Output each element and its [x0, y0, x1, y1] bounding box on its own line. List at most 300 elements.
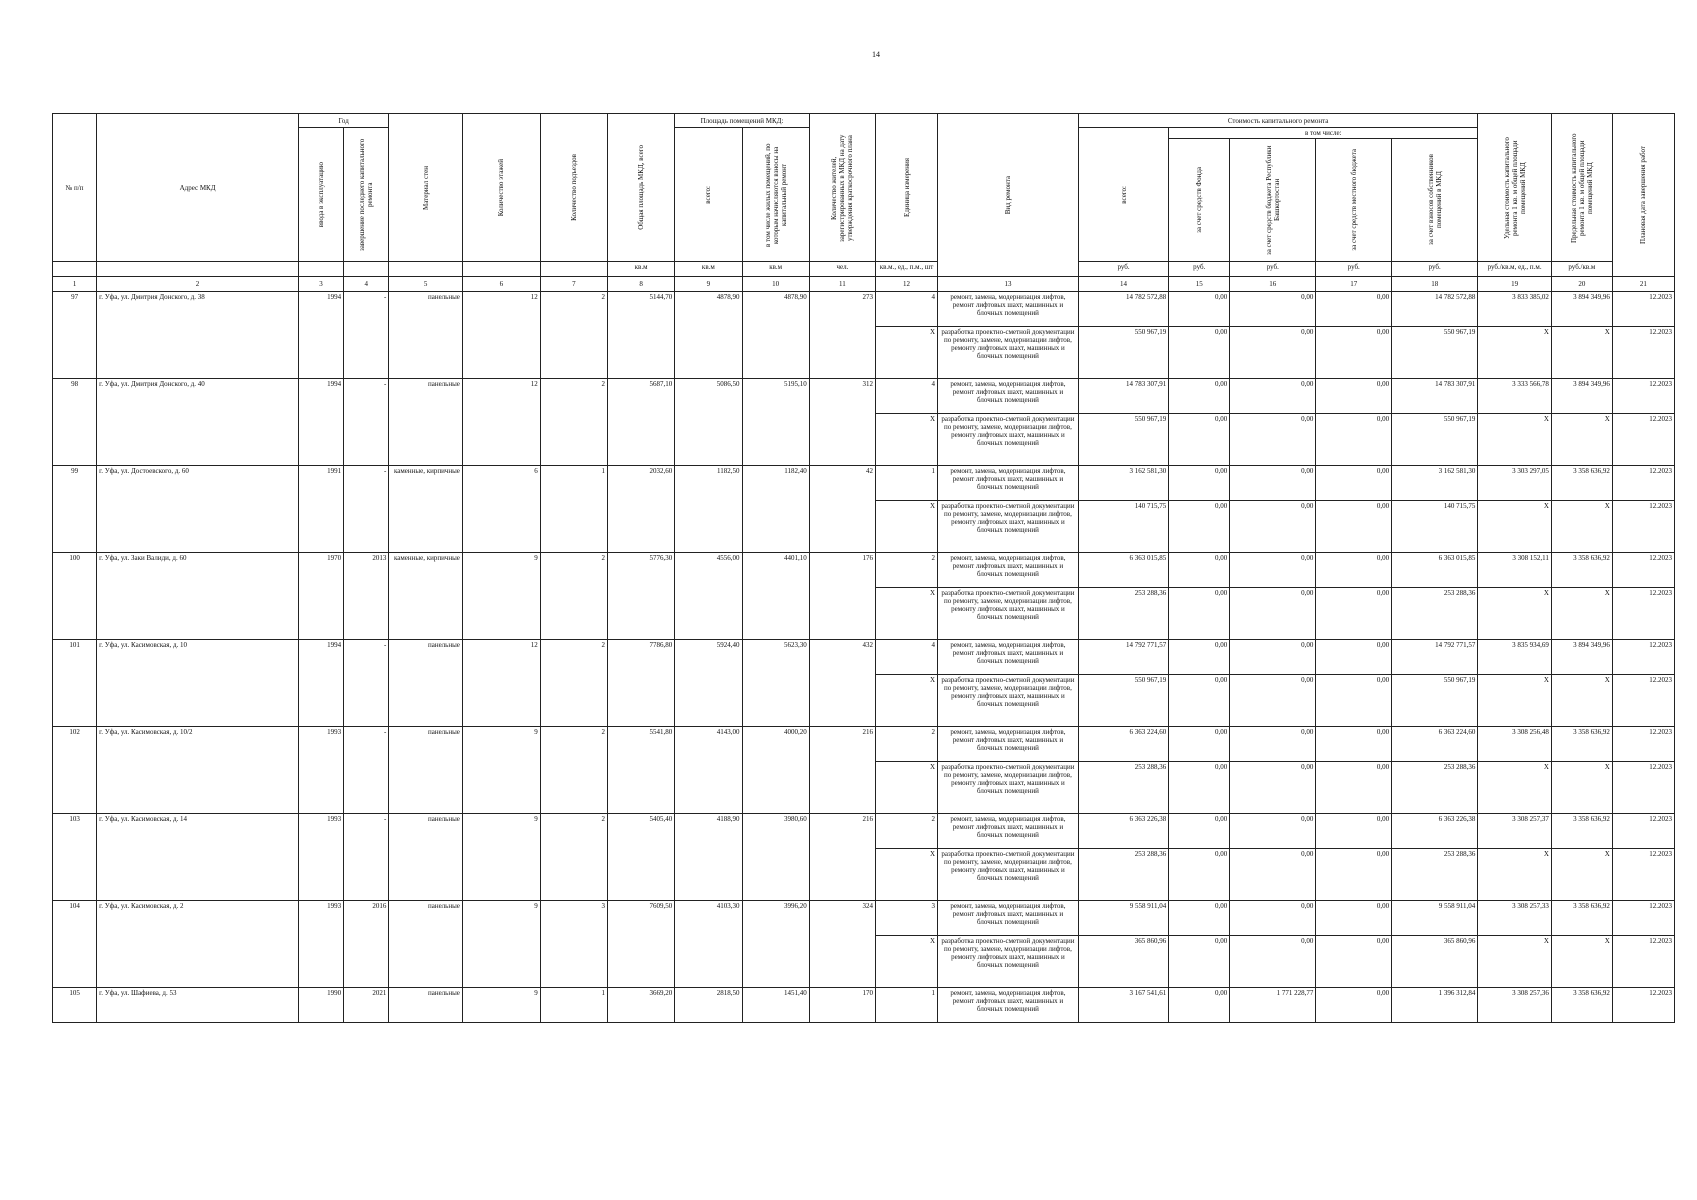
- row-work-type: ремонт, замена, модернизация лифтов, ремонт лифтовых шахт, машинных и блочных помещений: [938, 814, 1079, 849]
- row-cost-owners: 14 782 572,88: [1392, 292, 1478, 327]
- row-specific-cost: X: [1478, 849, 1552, 901]
- row-cost-total: 253 288,36: [1078, 762, 1168, 814]
- row-total-area: 7786,80: [607, 640, 674, 727]
- row-cost-republic: 0,00: [1230, 640, 1316, 675]
- row-address: г. Уфа, ул. Заки Валиди, д. 60: [97, 553, 299, 640]
- row-cost-total: 6 363 224,60: [1078, 727, 1168, 762]
- row-cost-fund: 0,00: [1169, 901, 1230, 936]
- table-body: [53, 292, 1675, 1023]
- row-limit-cost: 3 358 636,92: [1551, 814, 1612, 849]
- row-work-type: ремонт, замена, модернизация лифтов, ремонт лифтовых шахт, машинных и блочных помещений: [938, 379, 1079, 414]
- row-floors: 12: [462, 379, 540, 466]
- row-premises-contrib: 1451,40: [742, 988, 809, 1023]
- row-cost-republic: 0,00: [1230, 466, 1316, 501]
- row-year-commission: 1993: [298, 901, 343, 988]
- row-entrances: 2: [540, 553, 607, 640]
- row-cost-local: 0,00: [1316, 466, 1392, 501]
- row-work-type: разработка проектно-сметной документации по ремонту, замене, модернизации лифтов, ремонту лифтовых шахт, машинных и блочных помещений: [938, 588, 1079, 640]
- row-cost-fund: 0,00: [1169, 936, 1230, 988]
- row-specific-cost: 3 303 297,05: [1478, 466, 1552, 501]
- row-specific-cost: X: [1478, 501, 1552, 553]
- row-limit-cost: 3 358 636,92: [1551, 988, 1612, 1023]
- hdr-cost: Стоимость капитального ремонта: [1078, 114, 1477, 128]
- row-premises-contrib: 4000,20: [742, 727, 809, 814]
- row-entrances: 2: [540, 814, 607, 901]
- row-cost-fund: 0,00: [1169, 466, 1230, 501]
- row-cost-owners: 140 715,75: [1392, 501, 1478, 553]
- row-premises-contrib: 3980,60: [742, 814, 809, 901]
- column-number: 7: [540, 277, 607, 292]
- row-specific-cost: 3 308 257,36: [1478, 988, 1552, 1023]
- row-quantity: 4: [876, 379, 938, 414]
- row-cost-local: 0,00: [1316, 901, 1392, 936]
- row-cost-local: 0,00: [1316, 292, 1392, 327]
- hdr-premises-total: всего:: [675, 128, 742, 262]
- row-cost-republic: 0,00: [1230, 501, 1316, 553]
- row-specific-cost: X: [1478, 936, 1552, 988]
- row-total-area: 3669,20: [607, 988, 674, 1023]
- row-residents: 273: [809, 292, 875, 379]
- row-work-type: ремонт, замена, модернизация лифтов, ремонт лифтовых шахт, машинных и блочных помещений: [938, 466, 1079, 501]
- row-year-commission: 1993: [298, 727, 343, 814]
- row-quantity: X: [876, 327, 938, 379]
- row-planned-date: 12.2023: [1612, 588, 1674, 640]
- row-work-type: ремонт, замена, модернизация лифтов, ремонт лифтовых шахт, машинных и блочных помещений: [938, 640, 1079, 675]
- row-wall-material: панельные: [389, 901, 463, 988]
- row-cost-fund: 0,00: [1169, 640, 1230, 675]
- row-cost-total: 3 162 581,30: [1078, 466, 1168, 501]
- hdr-cost-owners: за счет взносов собственников помещений в МКД: [1392, 139, 1478, 262]
- row-limit-cost: 3 894 349,96: [1551, 379, 1612, 414]
- column-number: 12: [876, 277, 938, 292]
- row-entrances: 2: [540, 379, 607, 466]
- row-floors: 9: [462, 988, 540, 1023]
- row-quantity: X: [876, 675, 938, 727]
- row-cost-republic: 1 771 228,77: [1230, 988, 1316, 1023]
- row-wall-material: панельные: [389, 727, 463, 814]
- row-work-type: разработка проектно-сметной документации по ремонту, замене, модернизации лифтов, ремонту лифтовых шахт, машинных и блочных помещений: [938, 501, 1079, 553]
- row-year-last-repair: -: [344, 292, 389, 379]
- row-cost-owners: 253 288,36: [1392, 762, 1478, 814]
- row-year-last-repair: -: [344, 727, 389, 814]
- row-cost-fund: 0,00: [1169, 501, 1230, 553]
- row-address: г. Уфа, ул. Дмитрия Донского, д. 40: [97, 379, 299, 466]
- column-number: 10: [742, 277, 809, 292]
- row-cost-owners: 6 363 226,38: [1392, 814, 1478, 849]
- row-residents: 176: [809, 553, 875, 640]
- row-year-commission: 1994: [298, 292, 343, 379]
- row-cost-local: 0,00: [1316, 675, 1392, 727]
- row-cost-total: 14 783 307,91: [1078, 379, 1168, 414]
- row-cost-total: 253 288,36: [1078, 849, 1168, 901]
- row-cost-republic: 0,00: [1230, 675, 1316, 727]
- row-planned-date: 12.2023: [1612, 292, 1674, 327]
- row-cost-republic: 0,00: [1230, 553, 1316, 588]
- row-year-last-repair: -: [344, 379, 389, 466]
- row-cost-owners: 6 363 224,60: [1392, 727, 1478, 762]
- row-premises-area: 5924,40: [675, 640, 742, 727]
- column-number-row: [53, 277, 1675, 292]
- row-cost-local: 0,00: [1316, 762, 1392, 814]
- column-number: 15: [1169, 277, 1230, 292]
- row-year-commission: 1990: [298, 988, 343, 1023]
- row-planned-date: 12.2023: [1612, 901, 1674, 936]
- row-number: 103: [53, 814, 97, 901]
- row-address: г. Уфа, ул. Касимовская, д. 14: [97, 814, 299, 901]
- row-residents: 216: [809, 727, 875, 814]
- row-number: 98: [53, 379, 97, 466]
- row-year-commission: 1994: [298, 379, 343, 466]
- row-total-area: 7609,50: [607, 901, 674, 988]
- row-cost-republic: 0,00: [1230, 936, 1316, 988]
- row-year-last-repair: 2021: [344, 988, 389, 1023]
- row-limit-cost: 3 358 636,92: [1551, 727, 1612, 762]
- row-limit-cost: X: [1551, 327, 1612, 379]
- row-planned-date: 12.2023: [1612, 327, 1674, 379]
- row-cost-total: 6 363 015,85: [1078, 553, 1168, 588]
- row-premises-contrib: 3996,20: [742, 901, 809, 988]
- table-row: [53, 553, 1675, 588]
- hdr-limit-cost: Предельная стоимость капитального ремонта 1 кв. м общей площади помещений МКД: [1551, 114, 1612, 262]
- row-cost-local: 0,00: [1316, 414, 1392, 466]
- unit-cell: руб./кв.м: [1551, 262, 1612, 277]
- row-quantity: X: [876, 936, 938, 988]
- table-header: [53, 114, 1675, 292]
- row-planned-date: 12.2023: [1612, 936, 1674, 988]
- row-cost-fund: 0,00: [1169, 588, 1230, 640]
- row-floors: 12: [462, 292, 540, 379]
- row-wall-material: каменные, кирпичные: [389, 466, 463, 553]
- row-address: г. Уфа, ул. Касимовская, д. 2: [97, 901, 299, 988]
- row-address: г. Уфа, ул. Дмитрия Донского, д. 38: [97, 292, 299, 379]
- row-premises-area: 4556,00: [675, 553, 742, 640]
- row-entrances: 2: [540, 640, 607, 727]
- row-limit-cost: X: [1551, 501, 1612, 553]
- column-number: 4: [344, 277, 389, 292]
- hdr-year: Год: [298, 114, 388, 128]
- row-floors: 9: [462, 814, 540, 901]
- unit-cell: [389, 262, 463, 277]
- row-entrances: 1: [540, 988, 607, 1023]
- table-row: [53, 466, 1675, 501]
- row-specific-cost: 3 308 257,37: [1478, 814, 1552, 849]
- row-premises-contrib: 4401,10: [742, 553, 809, 640]
- row-planned-date: 12.2023: [1612, 553, 1674, 588]
- hdr-entrances: Количество подъездов: [540, 114, 607, 262]
- row-cost-fund: 0,00: [1169, 292, 1230, 327]
- row-cost-total: 14 782 572,88: [1078, 292, 1168, 327]
- hdr-num: № п/п: [53, 114, 97, 262]
- unit-cell: руб./кв.м, ед., п.м.: [1478, 262, 1552, 277]
- row-work-type: разработка проектно-сметной документации по ремонту, замене, модернизации лифтов, ремонту лифтовых шахт, машинных и блочных помещений: [938, 414, 1079, 466]
- hdr-cost-fund: за счет средств Фонда: [1169, 139, 1230, 262]
- row-specific-cost: 3 833 385,02: [1478, 292, 1552, 327]
- row-cost-total: 253 288,36: [1078, 588, 1168, 640]
- table-row: [53, 901, 1675, 936]
- row-cost-republic: 0,00: [1230, 588, 1316, 640]
- row-quantity: X: [876, 501, 938, 553]
- row-cost-total: 550 967,19: [1078, 675, 1168, 727]
- row-work-type: ремонт, замена, модернизация лифтов, ремонт лифтовых шахт, машинных и блочных помещений: [938, 553, 1079, 588]
- table-row: [53, 727, 1675, 762]
- row-wall-material: панельные: [389, 814, 463, 901]
- column-number: 3: [298, 277, 343, 292]
- hdr-residents: Количество жителей, зарегистрированных в МКД на дату утверждения краткосрочного плана: [809, 114, 875, 262]
- row-cost-total: 550 967,19: [1078, 327, 1168, 379]
- row-cost-fund: 0,00: [1169, 814, 1230, 849]
- row-year-commission: 1994: [298, 640, 343, 727]
- row-work-type: ремонт, замена, модернизация лифтов, ремонт лифтовых шахт, машинных и блочных помещений: [938, 901, 1079, 936]
- unit-cell: чел.: [809, 262, 875, 277]
- row-cost-republic: 0,00: [1230, 814, 1316, 849]
- row-limit-cost: 3 358 636,92: [1551, 901, 1612, 936]
- row-cost-total: 140 715,75: [1078, 501, 1168, 553]
- row-cost-owners: 365 860,96: [1392, 936, 1478, 988]
- column-number: 1: [53, 277, 97, 292]
- row-cost-owners: 14 792 771,57: [1392, 640, 1478, 675]
- row-cost-republic: 0,00: [1230, 727, 1316, 762]
- unit-cell: [97, 262, 299, 277]
- row-planned-date: 12.2023: [1612, 501, 1674, 553]
- row-cost-fund: 0,00: [1169, 379, 1230, 414]
- column-number: 21: [1612, 277, 1674, 292]
- row-quantity: X: [876, 588, 938, 640]
- row-number: 104: [53, 901, 97, 988]
- row-residents: 216: [809, 814, 875, 901]
- column-number: 19: [1478, 277, 1552, 292]
- row-specific-cost: X: [1478, 762, 1552, 814]
- unit-cell: [53, 262, 97, 277]
- hdr-premises-contrib: в том числе жилых помещений, по которым начисляются взносы на капитальный ремонт: [742, 128, 809, 262]
- row-residents: 42: [809, 466, 875, 553]
- row-cost-local: 0,00: [1316, 640, 1392, 675]
- row-cost-fund: 0,00: [1169, 553, 1230, 588]
- hdr-premises-area: Площадь помещений МКД:: [675, 114, 810, 128]
- row-planned-date: 12.2023: [1612, 640, 1674, 675]
- hdr-specific-cost: Удельная стоимость капитального ремонта 1 кв. м общей площади помещений МКД: [1478, 114, 1552, 262]
- unit-cell: [462, 262, 540, 277]
- row-quantity: 2: [876, 814, 938, 849]
- row-planned-date: 12.2023: [1612, 466, 1674, 501]
- row-floors: 6: [462, 466, 540, 553]
- row-total-area: 5144,70: [607, 292, 674, 379]
- row-wall-material: панельные: [389, 988, 463, 1023]
- row-work-type: разработка проектно-сметной документации по ремонту, замене, модернизации лифтов, ремонту лифтовых шахт, машинных и блочных помещений: [938, 849, 1079, 901]
- table-row: [53, 988, 1675, 1023]
- row-planned-date: 12.2023: [1612, 414, 1674, 466]
- row-cost-fund: 0,00: [1169, 762, 1230, 814]
- row-entrances: 3: [540, 901, 607, 988]
- column-number: 11: [809, 277, 875, 292]
- row-limit-cost: X: [1551, 849, 1612, 901]
- row-total-area: 5405,40: [607, 814, 674, 901]
- row-floors: 9: [462, 727, 540, 814]
- row-year-commission: 1991: [298, 466, 343, 553]
- row-premises-area: 4878,90: [675, 292, 742, 379]
- row-premises-contrib: 1182,40: [742, 466, 809, 553]
- row-work-type: разработка проектно-сметной документации по ремонту, замене, модернизации лифтов, ремонту лифтовых шахт, машинных и блочных помещений: [938, 675, 1079, 727]
- row-work-type: разработка проектно-сметной документации по ремонту, замене, модернизации лифтов, ремонту лифтовых шахт, машинных и блочных помещений: [938, 762, 1079, 814]
- row-planned-date: 12.2023: [1612, 675, 1674, 727]
- row-residents: 324: [809, 901, 875, 988]
- row-wall-material: панельные: [389, 379, 463, 466]
- row-number: 105: [53, 988, 97, 1023]
- hdr-cost-local: за счет средств местного бюджета: [1316, 139, 1392, 262]
- row-work-type: ремонт, замена, модернизация лифтов, ремонт лифтовых шахт, машинных и блочных помещений: [938, 727, 1079, 762]
- row-quantity: 2: [876, 727, 938, 762]
- row-quantity: 1: [876, 466, 938, 501]
- row-cost-local: 0,00: [1316, 814, 1392, 849]
- hdr-cost-total: всего:: [1078, 128, 1168, 262]
- row-premises-area: 4188,90: [675, 814, 742, 901]
- row-quantity: 1: [876, 988, 938, 1023]
- row-residents: 312: [809, 379, 875, 466]
- row-cost-local: 0,00: [1316, 588, 1392, 640]
- row-cost-fund: 0,00: [1169, 849, 1230, 901]
- hdr-incl: в том числе:: [1169, 128, 1478, 139]
- unit-cell: кв.м., ед., п.м., шт: [876, 262, 938, 277]
- row-floors: 12: [462, 640, 540, 727]
- table-row: [53, 640, 1675, 675]
- row-floors: 9: [462, 553, 540, 640]
- row-quantity: X: [876, 762, 938, 814]
- row-cost-fund: 0,00: [1169, 327, 1230, 379]
- row-premises-area: 2818,50: [675, 988, 742, 1023]
- row-cost-local: 0,00: [1316, 327, 1392, 379]
- row-total-area: 2032,60: [607, 466, 674, 553]
- row-cost-republic: 0,00: [1230, 292, 1316, 327]
- row-year-last-repair: 2016: [344, 901, 389, 988]
- unit-cell: [540, 262, 607, 277]
- row-cost-republic: 0,00: [1230, 414, 1316, 466]
- row-planned-date: 12.2023: [1612, 379, 1674, 414]
- row-cost-owners: 9 558 911,04: [1392, 901, 1478, 936]
- row-cost-owners: 550 967,19: [1392, 327, 1478, 379]
- column-number: 9: [675, 277, 742, 292]
- row-wall-material: панельные: [389, 292, 463, 379]
- row-quantity: 4: [876, 292, 938, 327]
- row-cost-owners: 253 288,36: [1392, 588, 1478, 640]
- row-specific-cost: X: [1478, 327, 1552, 379]
- row-cost-owners: 550 967,19: [1392, 414, 1478, 466]
- row-work-type: ремонт, замена, модернизация лифтов, ремонт лифтовых шахт, машинных и блочных помещений: [938, 988, 1079, 1023]
- row-planned-date: 12.2023: [1612, 849, 1674, 901]
- row-cost-local: 0,00: [1316, 849, 1392, 901]
- row-work-type: разработка проектно-сметной документации по ремонту, замене, модернизации лифтов, ремонту лифтовых шахт, машинных и блочных помещений: [938, 327, 1079, 379]
- row-cost-republic: 0,00: [1230, 849, 1316, 901]
- row-cost-owners: 14 783 307,91: [1392, 379, 1478, 414]
- row-quantity: 3: [876, 901, 938, 936]
- row-cost-fund: 0,00: [1169, 414, 1230, 466]
- row-limit-cost: X: [1551, 588, 1612, 640]
- row-planned-date: 12.2023: [1612, 762, 1674, 814]
- row-number: 97: [53, 292, 97, 379]
- row-cost-owners: 253 288,36: [1392, 849, 1478, 901]
- unit-cell: руб.: [1078, 262, 1168, 277]
- row-planned-date: 12.2023: [1612, 814, 1674, 849]
- row-limit-cost: 3 894 349,96: [1551, 292, 1612, 327]
- repair-plan-table: [52, 113, 1675, 1023]
- row-number: 101: [53, 640, 97, 727]
- row-cost-local: 0,00: [1316, 727, 1392, 762]
- column-number: 17: [1316, 277, 1392, 292]
- row-cost-total: 14 792 771,57: [1078, 640, 1168, 675]
- table-row: [53, 292, 1675, 327]
- unit-cell: руб.: [1316, 262, 1392, 277]
- row-year-last-repair: -: [344, 640, 389, 727]
- row-specific-cost: X: [1478, 675, 1552, 727]
- row-cost-owners: 1 396 312,84: [1392, 988, 1478, 1023]
- row-number: 99: [53, 466, 97, 553]
- hdr-wall-material: Материал стен: [389, 114, 463, 262]
- row-specific-cost: 3 333 566,78: [1478, 379, 1552, 414]
- row-limit-cost: 3 358 636,92: [1551, 466, 1612, 501]
- column-number: 16: [1230, 277, 1316, 292]
- unit-cell: [344, 262, 389, 277]
- row-specific-cost: 3 308 257,33: [1478, 901, 1552, 936]
- unit-cell: кв.м: [742, 262, 809, 277]
- row-cost-local: 0,00: [1316, 936, 1392, 988]
- row-work-type: разработка проектно-сметной документации по ремонту, замене, модернизации лифтов, ремонту лифтовых шахт, машинных и блочных помещений: [938, 936, 1079, 988]
- row-cost-local: 0,00: [1316, 553, 1392, 588]
- row-cost-republic: 0,00: [1230, 379, 1316, 414]
- row-wall-material: панельные: [389, 640, 463, 727]
- hdr-planned-date: Плановая дата завершения работ: [1612, 114, 1674, 277]
- table-row: [53, 379, 1675, 414]
- row-cost-total: 550 967,19: [1078, 414, 1168, 466]
- column-number: 8: [607, 277, 674, 292]
- row-cost-owners: 3 162 581,30: [1392, 466, 1478, 501]
- row-cost-total: 6 363 226,38: [1078, 814, 1168, 849]
- row-floors: 9: [462, 901, 540, 988]
- unit-cell: руб.: [1169, 262, 1230, 277]
- row-planned-date: 12.2023: [1612, 988, 1674, 1023]
- row-entrances: 1: [540, 466, 607, 553]
- row-year-commission: 1970: [298, 553, 343, 640]
- hdr-total-area: Общая площадь МКД, всего: [607, 114, 674, 262]
- hdr-work-type: Вид ремонта: [938, 114, 1079, 277]
- hdr-floors: Количество этажей: [462, 114, 540, 262]
- row-specific-cost: X: [1478, 588, 1552, 640]
- unit-cell: кв.м: [607, 262, 674, 277]
- row-address: г. Уфа, ул. Касимовская, д. 10: [97, 640, 299, 727]
- row-residents: 432: [809, 640, 875, 727]
- row-address: г. Уфа, ул. Касимовская, д. 10/2: [97, 727, 299, 814]
- row-total-area: 5541,80: [607, 727, 674, 814]
- row-limit-cost: X: [1551, 675, 1612, 727]
- column-number: 18: [1392, 277, 1478, 292]
- row-limit-cost: 3 894 349,96: [1551, 640, 1612, 675]
- row-cost-fund: 0,00: [1169, 675, 1230, 727]
- column-number: 13: [938, 277, 1079, 292]
- row-cost-total: 3 167 541,61: [1078, 988, 1168, 1023]
- hdr-address: Адрес МКД: [97, 114, 299, 262]
- row-quantity: X: [876, 849, 938, 901]
- row-cost-total: 9 558 911,04: [1078, 901, 1168, 936]
- row-cost-fund: 0,00: [1169, 727, 1230, 762]
- row-address: г. Уфа, ул. Шафиева, д. 53: [97, 988, 299, 1023]
- row-cost-republic: 0,00: [1230, 762, 1316, 814]
- unit-cell: руб.: [1392, 262, 1478, 277]
- column-number: 2: [97, 277, 299, 292]
- row-quantity: X: [876, 414, 938, 466]
- column-number: 20: [1551, 277, 1612, 292]
- row-number: 102: [53, 727, 97, 814]
- row-limit-cost: 3 358 636,92: [1551, 553, 1612, 588]
- row-year-last-repair: -: [344, 466, 389, 553]
- row-cost-owners: 550 967,19: [1392, 675, 1478, 727]
- row-work-type: ремонт, замена, модернизация лифтов, ремонт лифтовых шахт, машинных и блочных помещений: [938, 292, 1079, 327]
